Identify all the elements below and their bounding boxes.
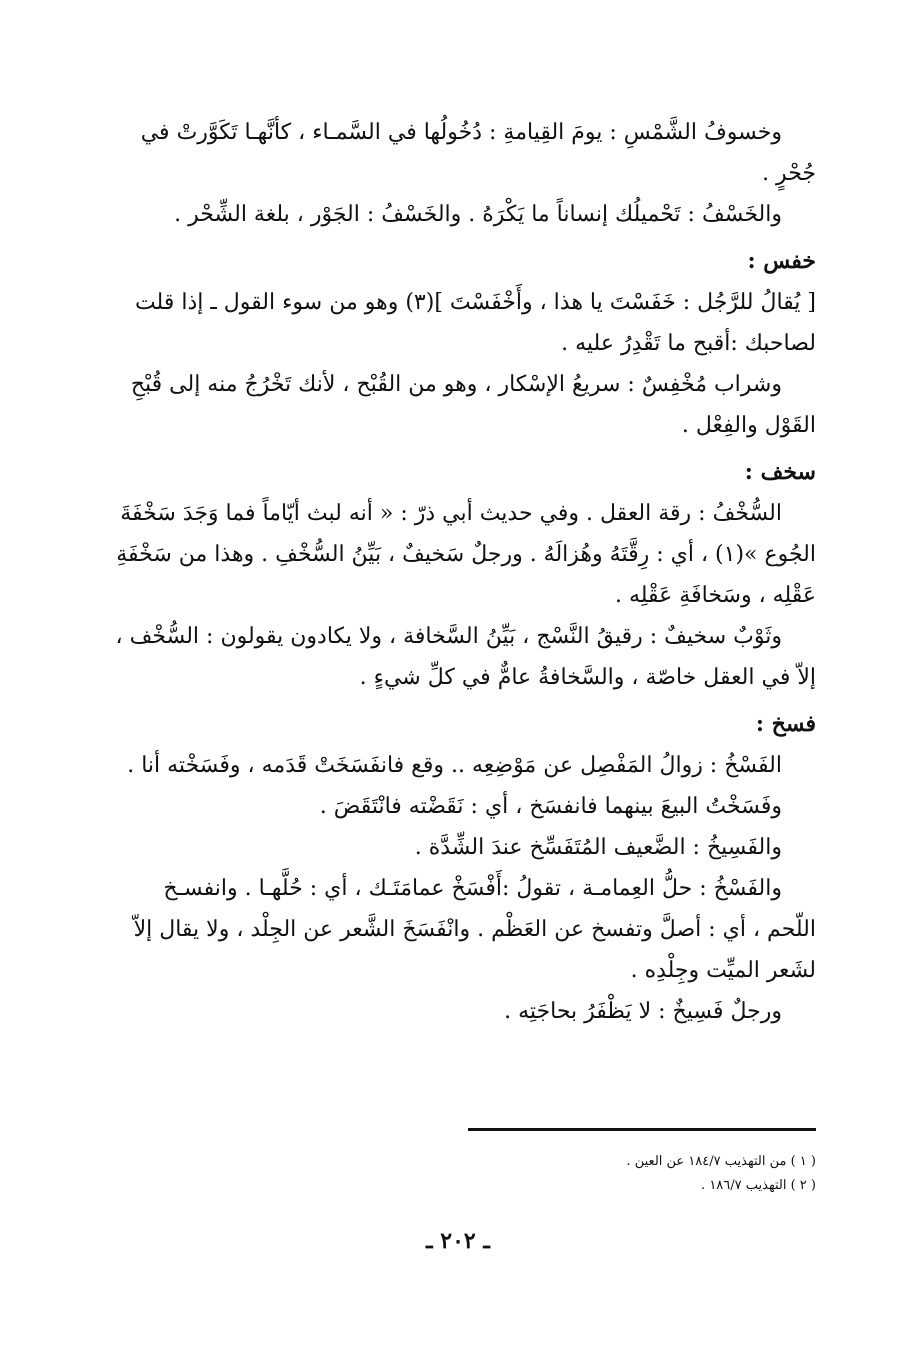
text-line: السُّخْفُ : رقة العقل . وفي حديث أبي ذرّ : « أنه لبث أيّاماً فما وَجَدَ سَخْفَةَ bbox=[120, 501, 782, 526]
footnote-divider bbox=[468, 1128, 816, 1131]
text-line: عَقْلِه ، وسَخافَةِ عَقْلِه . bbox=[614, 583, 816, 608]
footnotes bbox=[116, 1150, 816, 1198]
entry-heading: خفس : bbox=[747, 248, 816, 274]
text-line: وخسوفُ الشَّمْسِ : يومَ القِيامةِ : دُخُولُها في السَّمـاء ، كأنَّهـا تَكَوَّرتْ في bbox=[140, 120, 782, 145]
text-line: الجُوع »(١) ، أي : رِقَّتَهُ وهُزالَهُ . ورجلٌ سَخيفٌ ، بَيِّنُ السُّخْفِ . وهذا من سَخْفَةِ bbox=[116, 542, 816, 567]
text-line: والفَسْخُ : حلُّ العِمامـة ، تقولُ :أَفْسَخْ عمامَتَـك ، أي : حُلَّهـا . وانفسـخ bbox=[163, 876, 782, 901]
text-line: لشَعر الميِّت وجِلْدِه . bbox=[630, 958, 816, 983]
page-number: ـ ٢٠٢ ـ bbox=[426, 1228, 490, 1254]
text-line: والخَسْفُ : تَحْميلُك إنساناً ما يَكْرَهُ . والخَسْفُ : الجَوْر ، بلغة الشِّحْر . bbox=[174, 202, 782, 227]
text-line: وفَسَخْتُ البيعَ بينهما فانفسَخ ، أي : نَقَضْته فانْتَقَضَ . bbox=[319, 794, 782, 819]
text-line: وثَوْبٌ سخيفٌ : رقيقُ النَّسْج ، بَيِّنُ السَّخافة ، ولا يكادون يقولون : السُّخْف ، bbox=[115, 624, 782, 649]
entry-heading: سخف : bbox=[744, 459, 816, 485]
footnote: ( ٢ ) التهذيب ١٨٦/٧ . bbox=[701, 1178, 816, 1193]
text-line: وشراب مُخْفِسٌ : سريعُ الإسْكار ، وهو من القُبْح ، لأنك تَخْرُجُ منه إلى قُبْحِ bbox=[130, 372, 782, 397]
text-line: الفَسْخُ : زوالُ المَفْصِل عن مَوْضِعِه .. وقع فانفَسَخَتْ قَدَمه ، وفَسَخْته أنا . bbox=[127, 753, 782, 778]
text-line: إلاّ في العقل خاصّة ، والسَّخافةُ عامٌّ في كلِّ شيءٍ . bbox=[359, 665, 816, 690]
entry-heading: فسخ : bbox=[755, 711, 816, 737]
text-line: ورجلٌ فَسِيخٌ : لا يَظْفَرُ بحاجَتِه . bbox=[504, 999, 782, 1024]
text-line: جُحْرٍ . bbox=[762, 161, 816, 186]
text-line: [ يُقالُ للرَّجُل : خَفَسْتَ يا هذا ، وأَخْفَسْتَ ](٣) وهو من سوء القول ـ إذا قلت bbox=[134, 290, 816, 315]
page-body bbox=[110, 112, 816, 1032]
footnote: ( ١ ) من التهذيب ١٨٤/٧ عن العين . bbox=[626, 1154, 816, 1169]
text-line: القَوْل والفِعْل . bbox=[681, 413, 816, 438]
text-line: اللّحم ، أي : أصلَّ وتفسخ عن العَظْم . وانْفَسَخَ الشَّعر عن الجِلْد ، ولا يقال إلاّ bbox=[133, 917, 816, 942]
text-line: لصاحبك :أقبح ما تَقْدِرُ عليه . bbox=[561, 331, 816, 356]
text-line: والفَسِيخُ : الضَّعيف المُتَفَسِّخ عندَ الشِّدَّة . bbox=[414, 835, 782, 860]
